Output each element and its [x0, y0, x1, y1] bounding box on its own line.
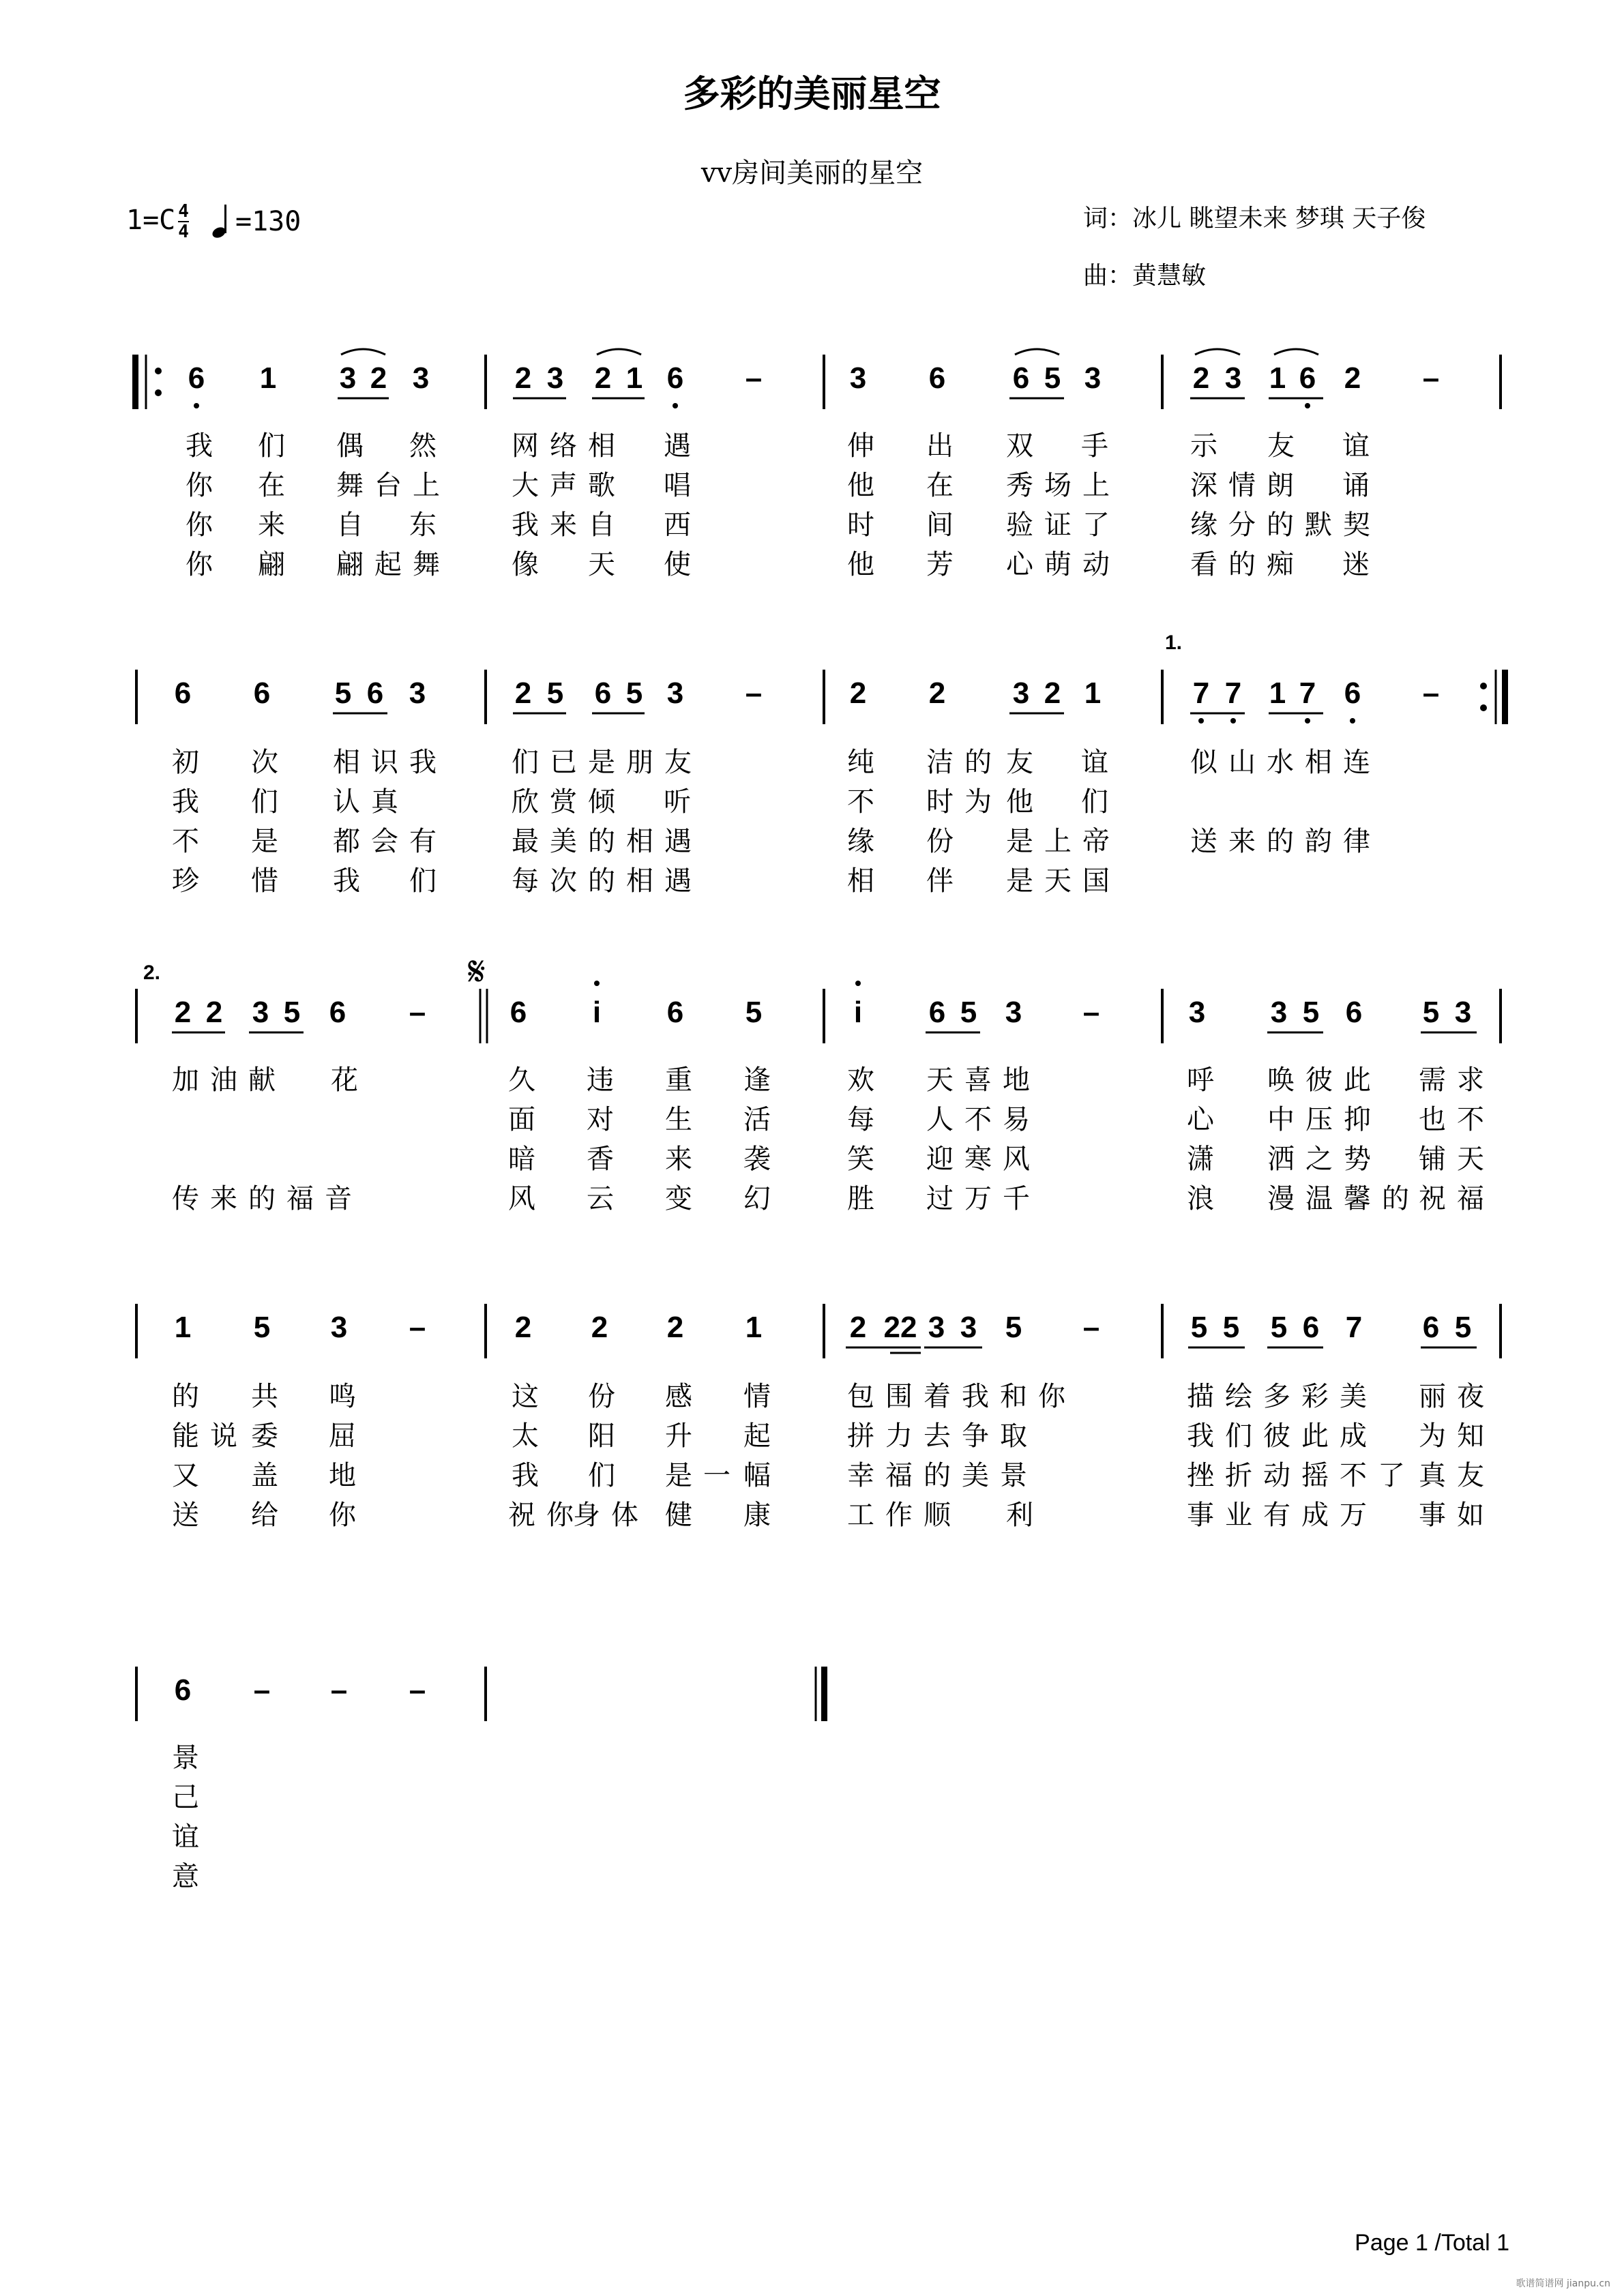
note: 6 — [1344, 676, 1361, 710]
lyric: 给 — [251, 1500, 289, 1531]
lyric: 地 — [329, 1460, 367, 1491]
lyric: 潇 — [1187, 1144, 1225, 1175]
note: 2 — [514, 1311, 532, 1344]
lyric: 听 — [664, 786, 702, 818]
lyric: 迷 — [1342, 549, 1381, 580]
lyric: 鸣 — [329, 1381, 367, 1412]
note: 5 — [283, 996, 301, 1029]
lyric: 你 — [329, 1500, 367, 1531]
lyric: 唱 — [664, 470, 702, 501]
lyric: 最美的相遇 — [512, 826, 703, 857]
note: 6 — [1012, 361, 1030, 395]
lyric: 盖 — [251, 1460, 289, 1491]
note: 6 — [928, 361, 946, 395]
note: 3 — [928, 1311, 945, 1344]
note: 2 — [928, 676, 946, 710]
note: – — [409, 996, 426, 1029]
lyric-line — [0, 1137, 1624, 1178]
lyric: 逢 — [743, 1064, 782, 1096]
lyric: 违 — [587, 1064, 625, 1096]
note: 2 — [591, 1311, 608, 1344]
lyric-line — [0, 780, 1624, 821]
lyric: 太 — [512, 1420, 550, 1452]
note: 2 — [174, 996, 192, 1029]
lyric: 每次的相遇 — [512, 865, 703, 897]
note: 5 — [1454, 1311, 1472, 1344]
lyric-line — [0, 1375, 1624, 1416]
lyric: 他 — [847, 470, 885, 501]
lyric: 在 — [258, 470, 296, 501]
note: 2 — [1192, 361, 1210, 395]
lyric: 情 — [743, 1381, 782, 1412]
note: 5 — [1302, 996, 1320, 1029]
lyric: 手 — [1081, 430, 1119, 462]
lyric: 们已是朋友 — [512, 747, 703, 778]
lyric: 然 — [409, 430, 447, 462]
lyric: 网络相 — [512, 430, 626, 462]
note: 3 — [666, 676, 684, 710]
note: 3 — [849, 361, 867, 395]
note: 3 — [960, 1311, 977, 1344]
lyric: 真友 — [1419, 1460, 1495, 1491]
lyric: 幸福的美景 — [847, 1460, 1038, 1491]
lyric: 云 — [587, 1183, 625, 1214]
lyric: 欣赏倾 — [512, 786, 626, 818]
lyric: 心 — [1187, 1104, 1225, 1135]
lyric-line — [0, 859, 1624, 900]
song-subtitle: vv房间美丽的星空 — [700, 158, 924, 189]
note: 2 — [1344, 361, 1361, 395]
page-indicator: Page 1 /Total 1 — [1355, 2230, 1509, 2256]
lyric: 胜 — [847, 1183, 885, 1214]
lyric: 能说 — [172, 1420, 248, 1452]
lyric: 次 — [251, 747, 289, 778]
lyric: 你 — [186, 549, 224, 580]
lyric-line — [0, 1058, 1624, 1099]
lyric: 们 — [1081, 786, 1119, 818]
lyric: 份 — [588, 1381, 626, 1412]
lyric: 共 — [251, 1381, 289, 1412]
lyric: 升 — [665, 1420, 703, 1452]
lyric: 是上帝 — [1006, 826, 1121, 857]
note: – — [409, 1311, 426, 1344]
lyric: 祝福 — [1419, 1183, 1495, 1214]
lyric: 己 — [172, 1782, 210, 1813]
note: – — [745, 361, 763, 395]
lyric: 纯 — [847, 747, 885, 778]
lyric: 委 — [251, 1420, 289, 1452]
lyric: 生 — [665, 1104, 703, 1135]
note: 5 — [1190, 1311, 1208, 1344]
note: 6 — [666, 996, 684, 1029]
lyric: 幻 — [743, 1183, 782, 1214]
lyric: 珍 — [172, 865, 210, 897]
lyric: 风 — [508, 1183, 546, 1214]
time-bottom: 4 — [178, 222, 189, 242]
lyric: 不 — [172, 826, 210, 857]
note: 3 — [1454, 996, 1472, 1029]
note: 6 — [174, 676, 192, 710]
lyric: 秀场上 — [1006, 470, 1121, 501]
note: 2 — [849, 676, 867, 710]
note: 3 — [1270, 996, 1288, 1029]
note: 5 — [745, 996, 763, 1029]
lyric-line — [0, 820, 1624, 861]
note: 5 — [625, 676, 643, 710]
note: 6 — [253, 676, 271, 710]
song-title: 多彩的美丽星空 — [683, 72, 941, 115]
note: 3 — [412, 361, 430, 395]
lyric: 自 — [336, 509, 374, 541]
note: 2 — [1044, 676, 1061, 710]
note: 6 — [666, 361, 684, 395]
note: 6 — [174, 1673, 192, 1707]
lyric: 香 — [587, 1144, 625, 1175]
lyric: 份 — [926, 826, 964, 857]
lyric: 过万千 — [926, 1183, 1041, 1214]
note: 6 — [1345, 996, 1363, 1029]
lyric: 友 — [1267, 430, 1305, 462]
lyric: 双 — [1006, 430, 1044, 462]
lyric: 认真 — [333, 786, 409, 818]
lyric: 翩 — [258, 549, 296, 580]
note: 5 — [1270, 1311, 1288, 1344]
note: – — [1082, 996, 1100, 1029]
note: 6 — [329, 996, 346, 1029]
lyric-line — [0, 741, 1624, 781]
lyric: 示 — [1190, 430, 1228, 462]
note: – — [330, 1673, 348, 1707]
lyric: 谊 — [172, 1821, 210, 1853]
lyric: 遇 — [664, 430, 702, 462]
lyric: 翩起舞 — [336, 549, 451, 580]
lyric: 偶 — [336, 430, 374, 462]
lyric: 来 — [665, 1144, 703, 1175]
lyric: 时 — [847, 509, 885, 541]
watermark-text: 歌谱简谱网 jianpu.cn — [1516, 2278, 1610, 2289]
lyric-line — [0, 1736, 1624, 1777]
lyric: 的 — [172, 1381, 210, 1412]
lyric: 看的痴 — [1190, 549, 1305, 580]
lyric: 心萌动 — [1006, 549, 1121, 580]
note: 7 — [1299, 676, 1316, 710]
lyric: 都会有 — [333, 826, 447, 857]
lyric: 似山水相连 — [1190, 747, 1381, 778]
lyric: 意 — [172, 1861, 210, 1892]
lyric-line — [0, 503, 1624, 544]
note: 5 — [334, 676, 352, 710]
lyric-line — [0, 1776, 1624, 1817]
quarter-note-icon — [208, 205, 235, 239]
lyric: 袭 — [743, 1144, 782, 1175]
lyric: 来 — [258, 509, 296, 541]
note: 7 — [1345, 1311, 1363, 1344]
lyric: 也不 — [1419, 1104, 1495, 1135]
note: 5 — [1422, 996, 1440, 1029]
note: 1 — [745, 1311, 763, 1344]
note: 7 — [1192, 676, 1210, 710]
lyric: 传来的福音 — [172, 1183, 363, 1214]
note: 5 — [253, 1311, 271, 1344]
note: – — [745, 676, 763, 710]
note: – — [1422, 676, 1440, 710]
lyric: 利 — [1006, 1500, 1044, 1531]
lyric: 洁的 — [926, 747, 1003, 778]
lyric: 久 — [508, 1064, 546, 1096]
lyric: 漫温馨的 — [1267, 1183, 1420, 1214]
note: 1 — [1084, 676, 1102, 710]
lyric-line — [0, 424, 1624, 465]
note: 6 — [1299, 361, 1316, 395]
note: 6 — [928, 996, 946, 1029]
lyric: 变 — [665, 1183, 703, 1214]
note: 3 — [339, 361, 357, 395]
lyric: 天 — [588, 549, 626, 580]
note: 2 — [514, 676, 532, 710]
note: 6 — [366, 676, 384, 710]
note: i — [592, 996, 602, 1029]
note: 3 — [1005, 996, 1022, 1029]
lyric: 时为 — [926, 786, 1003, 818]
first-ending-label: 1. — [1165, 631, 1183, 654]
note: 2 — [205, 996, 223, 1029]
lyric: 人不易 — [926, 1104, 1041, 1135]
lyric-line — [0, 1493, 1624, 1534]
note: i — [853, 996, 863, 1029]
lyric: 们 — [588, 1460, 626, 1491]
lyric: 对 — [587, 1104, 625, 1135]
lyric: 拼力去争取 — [847, 1420, 1038, 1452]
lyric-line — [0, 1815, 1624, 1856]
lyric: 芳 — [926, 549, 964, 580]
lyric: 他 — [1006, 786, 1044, 818]
lyric-line — [0, 1454, 1624, 1495]
note: 6 — [188, 361, 205, 395]
lyric: 感 — [665, 1381, 703, 1412]
lyric: 加油献 — [172, 1064, 286, 1096]
lyric-line — [0, 1177, 1624, 1218]
lyric: 需求 — [1419, 1064, 1495, 1096]
note: 1 — [625, 361, 643, 395]
lyric: 是 — [251, 826, 289, 857]
lyric: 你 — [186, 470, 224, 501]
lyric: 大声歌 — [512, 470, 626, 501]
note: 5 — [546, 676, 564, 710]
lyric-line — [0, 1414, 1624, 1455]
note: 1 — [259, 361, 277, 395]
lyric: 洒之势 — [1267, 1144, 1382, 1175]
lyric: 我 — [512, 1460, 550, 1491]
lyric: 们 — [251, 786, 289, 818]
time-top: 4 — [178, 201, 189, 222]
lyric: 是天国 — [1006, 865, 1121, 897]
note: 6 — [1302, 1311, 1320, 1344]
note: 3 — [1084, 361, 1102, 395]
lyric: 祝你 — [508, 1500, 585, 1531]
tempo-value: =130 — [235, 206, 301, 237]
lyric: 惜 — [251, 865, 289, 897]
lyricist-credit: 词：冰儿 眺望未来 梦琪 天子俊 — [1083, 205, 1426, 233]
lyric: 幅 — [743, 1460, 782, 1491]
lyric: 东 — [409, 509, 447, 541]
lyric: 描绘多彩美 — [1187, 1381, 1378, 1412]
note: 5 — [1222, 1311, 1240, 1344]
note: 1 — [174, 1311, 192, 1344]
lyric: 验证了 — [1006, 509, 1121, 541]
lyric: 西 — [664, 509, 702, 541]
lyric: 伸 — [847, 430, 885, 462]
note: 3 — [1224, 361, 1242, 395]
segno-icon: 𝄋 — [468, 948, 486, 996]
lyric: 谊 — [1081, 747, 1119, 778]
note: 1 — [1269, 676, 1286, 710]
note: – — [1082, 1311, 1100, 1344]
lyric: 我 — [333, 865, 371, 897]
lyric: 天喜地 — [926, 1064, 1041, 1096]
composer-credit: 曲：黄慧敏 — [1083, 262, 1207, 290]
lyric: 不 — [847, 786, 885, 818]
lyric: 屈 — [329, 1420, 367, 1452]
lyric: 活 — [743, 1104, 782, 1135]
lyric: 我来自 — [512, 509, 626, 541]
lyric: 迎寒风 — [926, 1144, 1041, 1175]
lyric: 送来的韵律 — [1190, 826, 1381, 857]
lyric: 包围着我和你 — [847, 1381, 1076, 1412]
note: 2 — [666, 1311, 684, 1344]
lyric: 深情朗 — [1190, 470, 1305, 501]
note: 1 — [1269, 361, 1286, 395]
lyric: 花 — [331, 1064, 369, 1096]
lyric: 呼 — [1187, 1064, 1225, 1096]
lyric: 暗 — [508, 1144, 546, 1175]
second-ending-label: 2. — [143, 961, 161, 984]
lyric: 缘分的默契 — [1190, 509, 1381, 541]
note: – — [409, 1673, 426, 1707]
lyric: 身体 — [573, 1500, 649, 1531]
lyric: 你 — [186, 509, 224, 541]
note: 3 — [546, 361, 564, 395]
note: 2 — [594, 361, 612, 395]
lyric: 唤彼此 — [1267, 1064, 1382, 1096]
lyric: 们 — [409, 865, 447, 897]
lyric: 每 — [847, 1104, 885, 1135]
note: 22 — [883, 1311, 917, 1344]
note: 5 — [960, 996, 977, 1029]
lyric-line — [0, 464, 1624, 505]
key-signature — [126, 202, 301, 241]
lyric: 又 — [172, 1460, 210, 1491]
time-signature — [178, 202, 189, 241]
lyric: 是一 — [665, 1460, 741, 1491]
note: 5 — [1044, 361, 1061, 395]
lyric: 相识我 — [333, 747, 447, 778]
note: 5 — [1005, 1311, 1022, 1344]
lyric: 起 — [743, 1420, 782, 1452]
lyric-line — [0, 1855, 1624, 1896]
lyric: 使 — [664, 549, 702, 580]
lyric: 缘 — [847, 826, 885, 857]
lyric: 初 — [172, 747, 210, 778]
lyric: 康 — [743, 1500, 782, 1531]
lyric: 在 — [926, 470, 964, 501]
note: 6 — [594, 676, 612, 710]
key-label: 1=C — [126, 205, 176, 236]
lyric: 景 — [172, 1742, 210, 1774]
lyric-line — [0, 543, 1624, 584]
note: 3 — [1188, 996, 1206, 1029]
lyric: 们 — [258, 430, 296, 462]
lyric: 诵 — [1342, 470, 1381, 501]
note: 6 — [1422, 1311, 1440, 1344]
note: 7 — [1224, 676, 1242, 710]
lyric: 我们彼此成 — [1187, 1420, 1378, 1452]
note: 6 — [510, 996, 527, 1029]
lyric: 中压抑 — [1267, 1104, 1382, 1135]
lyric: 这 — [512, 1381, 550, 1412]
note: – — [253, 1673, 271, 1707]
lyric: 健 — [665, 1500, 703, 1531]
lyric: 阳 — [588, 1420, 626, 1452]
lyric: 面 — [508, 1104, 546, 1135]
lyric: 出 — [926, 430, 964, 462]
lyric: 间 — [926, 509, 964, 541]
lyric: 他 — [847, 549, 885, 580]
lyric: 工作顺 — [847, 1500, 962, 1531]
lyric: 为知 — [1419, 1420, 1495, 1452]
lyric: 友 — [1006, 747, 1044, 778]
note: 3 — [1012, 676, 1030, 710]
note: 3 — [409, 676, 426, 710]
note: 2 — [370, 361, 387, 395]
lyric: 欢 — [847, 1064, 885, 1096]
lyric-line — [0, 1098, 1624, 1139]
lyric: 我 — [172, 786, 210, 818]
lyric: 事业有成万 — [1187, 1500, 1378, 1531]
note: 3 — [330, 1311, 348, 1344]
lyric: 我 — [186, 430, 224, 462]
lyric: 重 — [665, 1064, 703, 1096]
lyric: 事如 — [1419, 1500, 1495, 1531]
note: 3 — [252, 996, 269, 1029]
note: 2 — [514, 361, 532, 395]
lyric: 笑 — [847, 1144, 885, 1175]
lyric: 谊 — [1342, 430, 1381, 462]
lyric: 铺天 — [1419, 1144, 1495, 1175]
lyric: 相 — [847, 865, 885, 897]
lyric: 伴 — [926, 865, 964, 897]
lyric: 浪 — [1187, 1183, 1225, 1214]
lyric: 像 — [512, 549, 550, 580]
note: – — [1422, 361, 1440, 395]
lyric: 舞台上 — [336, 470, 451, 501]
lyric: 送 — [172, 1500, 210, 1531]
lyric: 挫折动摇不了 — [1187, 1460, 1416, 1491]
lyric: 丽夜 — [1419, 1381, 1495, 1412]
note: 2 — [849, 1311, 867, 1344]
